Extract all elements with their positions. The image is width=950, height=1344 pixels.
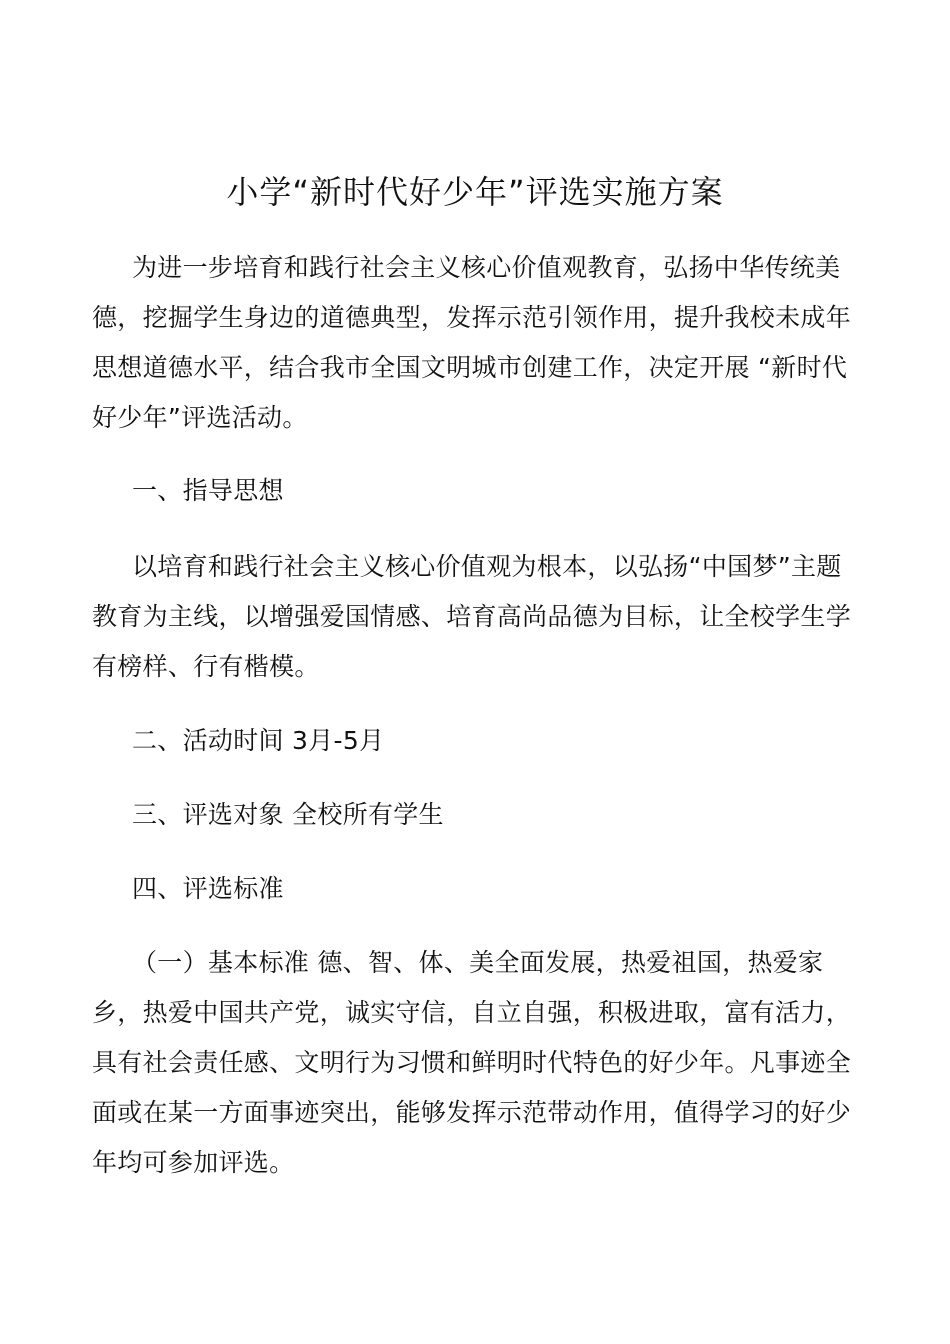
section-heading-selection-criteria: 四、评选标准	[132, 874, 284, 903]
document-title: 小学“新时代好少年”评选实施方案	[226, 173, 724, 211]
intro-paragraph: 为进一步培育和践行社会主义核心价值观教育，弘扬中华传统美德，挖掘学生身边的道德典型，发挥示范引领作用，提升我校未成年思想道德水平，结合我市全国文明城市创建工作，决定开展 “新时代好少年”评选活动。	[92, 253, 852, 432]
selection-criteria-paragraph: （一）基本标准 德、智、体、美全面发展，热爱祖国，热爱家乡，热爱中国共产党，诚实守信，自立自强，积极进取，富有活力，具有社会责任感、文明行为习惯和鲜明时代特色的好少年。凡事迹全面或在某一方面事迹突出，能够发挥示范带动作用，值得学习的好少年均可参加评选。	[92, 948, 852, 1177]
section-heading-guiding-ideology: 一、指导思想	[132, 476, 284, 505]
guiding-ideology-paragraph: 以培育和践行社会主义核心价值观为根本，以弘扬“中国梦”主题教育为主线，以增强爱国情感、培育高尚品德为目标，让全校学生学有榜样、行有楷模。	[92, 552, 852, 681]
section-heading-selection-target: 三、评选对象 全校所有学生	[132, 800, 444, 829]
section-heading-activity-time: 二、活动时间 3月-5月	[132, 726, 385, 755]
